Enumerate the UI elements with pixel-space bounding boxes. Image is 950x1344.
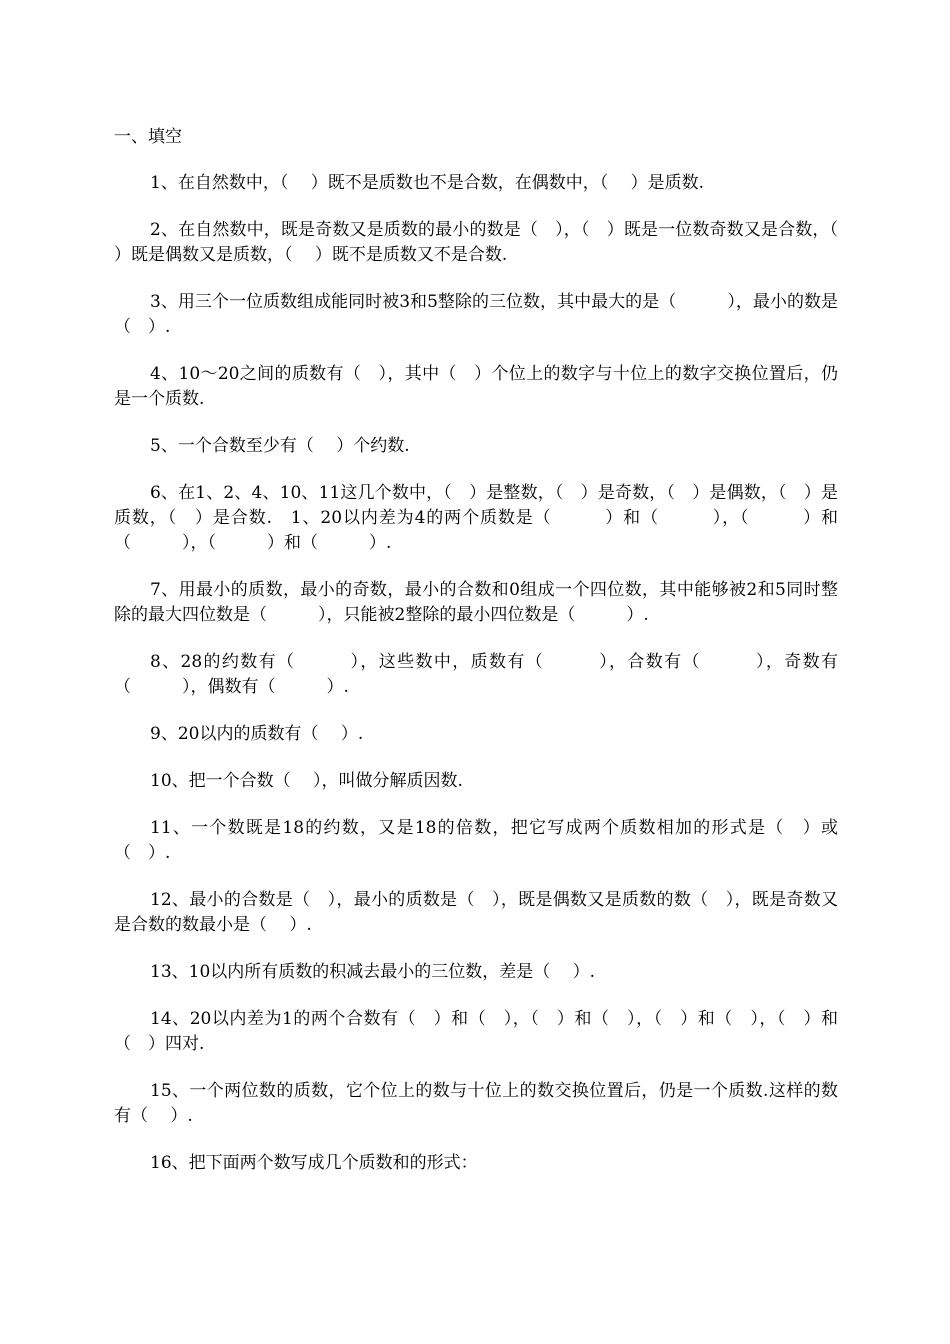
question-5: 5、一个合数至少有（ ）个约数. (150, 436, 410, 456)
question-13: 13、10以内所有质数的积减去最小的三位数，差是（ ）. (150, 962, 596, 982)
question-12: 12、最小的合数是（ ），最小的质数是（ ），既是偶数又是质数的数（ ），既是奇数又是合数的数最小是（ ）. (114, 890, 838, 935)
question-3: 3、用三个一位质数组成能同时被3和5整除的三位数，其中最大的是（ ），最小的数是（ ）. (114, 292, 838, 337)
question-7: 7、用最小的质数，最小的奇数，最小的合数和0组成一个四位数，其中能够被2和5同时整除的最大四位数是（ ），只能被2整除的最小四位数是（ ）. (114, 580, 838, 625)
question-9: 9、20以内的质数有（ ）. (150, 724, 364, 744)
question-8: 8、28的约数有（ ），这些数中，质数有（ ），合数有（ ），奇数有（ ），偶数有（ ）. (114, 652, 838, 697)
question-2: 2、在自然数中，既是奇数又是质数的最小的数是（ ），（ ）既是一位数奇数又是合数，（ ）既是偶数又是质数，（ ）既不是质数又不是合数. (114, 220, 861, 265)
question-15: 15、一个两位数的质数，它个位上的数与十位上的数交换位置后，仍是一个质数.这样的数有（ ）. (114, 1081, 838, 1126)
section-title: 一、填空 (114, 127, 182, 147)
worksheet-page (114, 124, 861, 1176)
question-14: 14、20以内差为1的两个合数有（ ）和（ ），（ ）和（ ），（ ）和（ ），（ ）和（ ）四对. (114, 1009, 838, 1054)
question-16: 16、把下面两个数写成几个质数和的形式： (150, 1153, 478, 1173)
question-6: 6、在1、2、4、10、11这几个数中，（ ）是整数，（ ）是奇数，（ ）是偶数，（ ）是质数，（ ）是合数. 1、20以内差为4的两个质数是（ ）和（ ），（ ）和（ ），（ ）和（ ）. (114, 483, 838, 553)
question-1: 1、在自然数中，（ ）既不是质数也不是合数，在偶数中，（ ）是质数. (150, 173, 705, 193)
question-4: 4、10～20之间的质数有（ ），其中（ ）个位上的数字与十位上的数字交换位置后，仍是一个质数. (114, 364, 838, 409)
question-10: 10、把一个合数（ ），叫做分解质因数. (150, 771, 463, 791)
question-11: 11、一个数既是18的约数，又是18的倍数，把它写成两个质数相加的形式是（ ）或（ ）. (114, 818, 838, 863)
